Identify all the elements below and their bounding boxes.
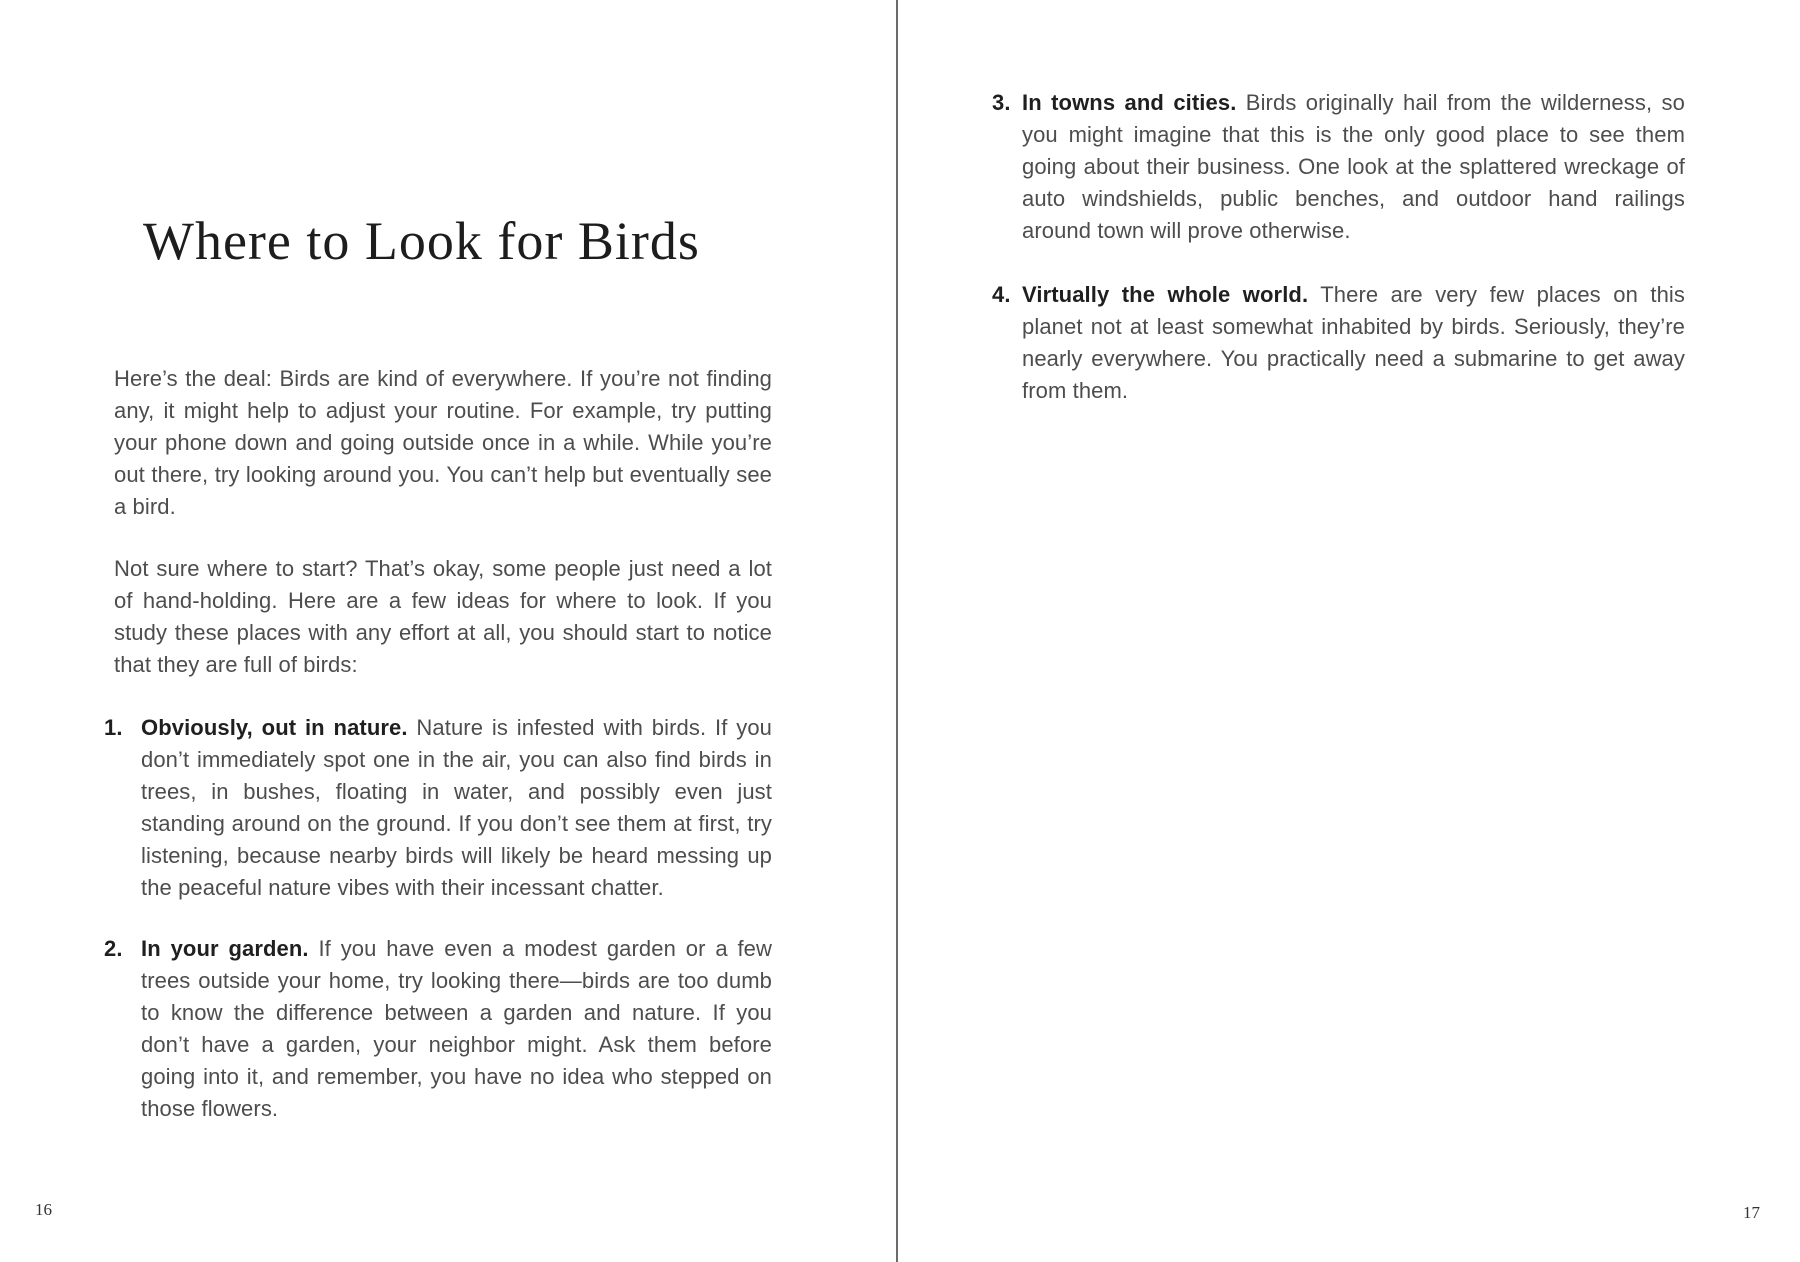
list-item-3 [992,87,1685,247]
item-body: Nature is infested with birds. If you don’t immediately spot one in the air, you can also find birds in trees, in bushes, floating in water, and possibly even just standing around on the ground. If you don’t see them at first, try listening, because nearby birds will likely be heard messing up the peaceful nature vibes with their incessant chatter. [141,715,773,900]
right-page [992,0,1685,407]
list-item-1 [104,712,772,904]
item-lead: In your garden. [141,936,309,961]
item-lead: Obviously, out in nature. [141,715,408,740]
page-title: Where to Look for Birds [143,211,700,271]
item-lead: Virtually the whole world. [1022,282,1309,307]
item-number: 1. [104,715,123,740]
paragraph-where-to-start: Not sure where to start? That’s okay, some people just need a lot of hand-holding. Here are a few ideas for where to look. If you study these places with any effort at all, you should start to notice that they are full of birds: [114,556,772,677]
paragraph-intro: Here’s the deal: Birds are kind of everywhere. If you’re not finding any, it might help to adjust your routine. For example, try putting your phone down and going outside once in a while. While you’re out there, try looking around you. You can’t help but eventually see a bird. [114,366,772,519]
item-number: 4. [992,282,1011,307]
page-number-left: 16 [35,1200,52,1219]
left-page [104,0,772,1125]
item-body: Birds originally hail from the wilderness, so you might imagine that this is the only good place to see them going about their business. One look at the splattered wreckage of auto windshields, public benches, and outdoor hand railings around town will prove otherwise. [1022,90,1685,243]
list-item-2 [104,933,772,1125]
item-number: 2. [104,936,123,961]
item-body: If you have even a modest garden or a few trees outside your home, try looking there—birds are too dumb to know the difference between a garden and nature. If you don’t have a garden, your neighbor might. Ask them before going into it, and remember, you have no idea who stepped on those flowers. [141,936,772,1121]
item-body: There are very few places on this planet not at least somewhat inhabited by birds. Seriously, they’re nearly everywhere. You practically need a submarine to get away from them. [1022,282,1685,403]
page-divider [896,0,898,1262]
item-number: 3. [992,90,1011,115]
list-item-4 [992,279,1685,407]
page-number-right: 17 [1743,1203,1760,1222]
item-lead: In towns and cities. [1022,90,1237,115]
